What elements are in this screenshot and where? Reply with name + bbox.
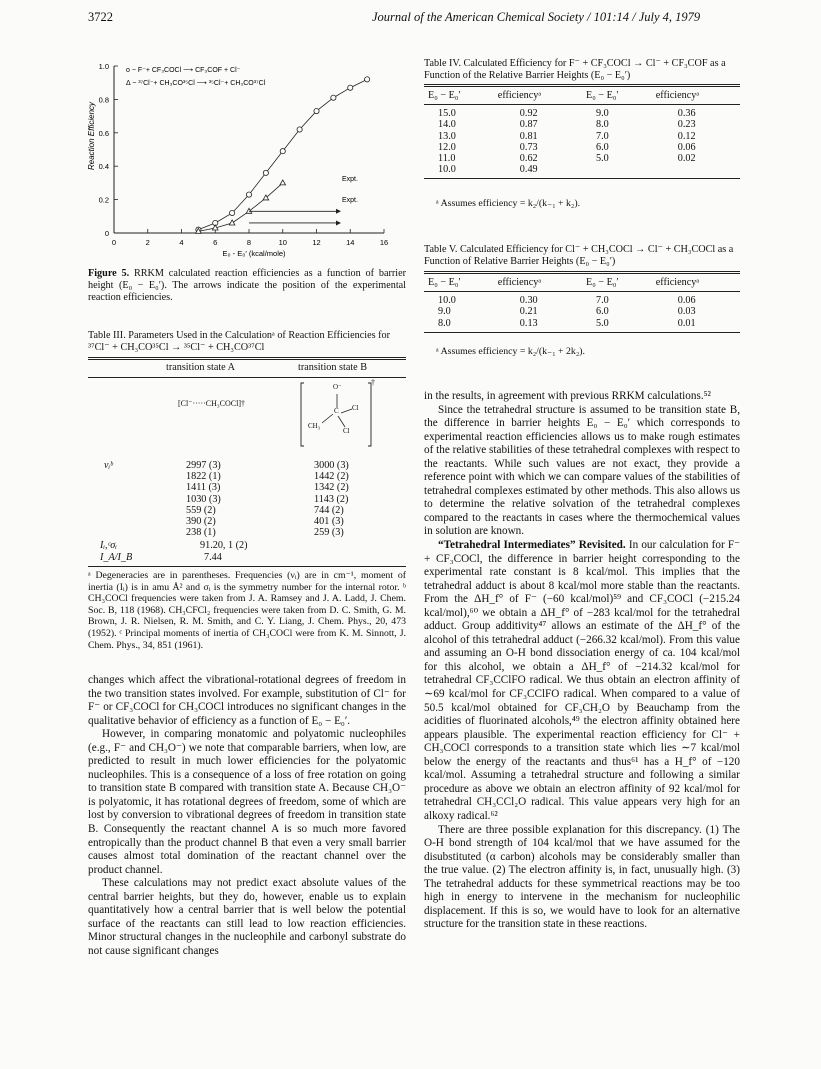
- x-tick-label: 0: [111, 238, 117, 247]
- left-column-text: [88, 674, 406, 958]
- ratio-label: I_A/I_B: [100, 552, 133, 563]
- struct-b-carbon: C: [334, 407, 339, 415]
- table-row: [424, 318, 740, 333]
- table-header-cell: efficiencyᵃ: [494, 273, 582, 292]
- table-3-top-rule: [88, 357, 406, 360]
- table-cell: 2997 (3): [186, 460, 221, 471]
- inertia-value: 91.20, 1 (2): [200, 540, 248, 551]
- table-cell: 744 (2): [314, 504, 344, 516]
- table-cell: 0.92: [519, 108, 538, 120]
- table-cell: 11.0: [438, 153, 456, 165]
- table-cell: 259 (3): [314, 527, 344, 539]
- chart-marks: [196, 77, 370, 234]
- table-cell: 0.81: [519, 130, 538, 142]
- table-4: [424, 84, 740, 179]
- data-point-circle: [280, 149, 285, 154]
- ratio-value: 7.44: [204, 552, 222, 563]
- y-tick-label: 0.8: [98, 95, 109, 105]
- x-tick-label: 14: [346, 238, 355, 247]
- table-cell: 0.36: [677, 108, 696, 120]
- table-row: [424, 105, 740, 120]
- table-header-cell: efficiencyᵃ: [494, 86, 582, 105]
- data-point-circle: [314, 108, 319, 113]
- data-point-circle: [230, 210, 235, 215]
- table-header-row: [424, 273, 740, 292]
- table-row: [424, 131, 740, 142]
- table-cell: 0.01: [652, 318, 740, 333]
- series-line-2: [198, 183, 282, 231]
- table-cell: 8.0: [424, 318, 494, 333]
- table-cell: 0.73: [519, 141, 538, 153]
- paragraph: There are three possible explanation for this discrepancy. (1) The O-H bond strength of 104 kcal/mol that we have assumed for the disubstituted (α carbon) alcohols may be considerably smaller than the true value. (2) The electron affinity is, in fact, unusually high. (3) The tetrahedral adducts for these symmetrical reactions may be too high in energy to intervene in the mechanism for nucleophilic displacement. If this is so, we would have to look for an alternative structure for the transition state in these reactions.: [424, 823, 740, 931]
- table-cell: 0.06: [677, 141, 696, 153]
- table-row: [424, 306, 740, 317]
- table-cell: 0.62: [519, 153, 538, 165]
- table-4-title: Table IV. Calculated Efficiency for F⁻ + CF₃COCl → Cl⁻ + CF₃COF as a Function of the Relative Barrier Heights (E₀ − E₀′): [424, 58, 726, 81]
- paragraph: in the results, in agreement with previous RRKM calculations.⁵²: [424, 390, 711, 402]
- table-cell: 10.0: [424, 164, 494, 179]
- table-cell: 559 (2): [186, 504, 216, 516]
- series-line-1: [198, 79, 367, 229]
- table-cell: [652, 164, 740, 179]
- table-3-col-b: transition state B: [298, 362, 368, 373]
- x-tick-label: 2: [145, 238, 150, 247]
- expt-label-2: Expt.: [342, 197, 358, 204]
- figure-caption-text: RRKM calculated reaction efficiencies as a function of barrier height (E₀ − E₀′). The arrows indicate the position of the experimental reaction efficiencies.: [88, 268, 406, 303]
- table-cell: 6.0: [595, 306, 609, 318]
- struct-b-cl-1: Cl: [352, 404, 359, 412]
- table-header-row: [424, 86, 740, 105]
- table-header-cell: efficiencyᵃ: [652, 86, 740, 105]
- table-header-cell: E₀ − E₀′: [424, 273, 494, 292]
- expt-label-1: Expt.: [342, 176, 358, 183]
- x-tick-label: 10: [278, 238, 287, 247]
- table-cell: 6.0: [595, 141, 609, 153]
- table-cell: 0.23: [677, 119, 696, 131]
- table-3-title: Table III. Parameters Used in the Calculationᵃ of Reaction Efficiencies for ³⁷Cl⁻ + CH₃CO³⁵Cl → ³⁵Cl⁻ + CH₃CO³⁷Cl: [88, 330, 391, 353]
- struct-b-bonds: [300, 382, 372, 448]
- y-tick-label: 0.2: [98, 195, 109, 205]
- struct-b: [300, 378, 375, 448]
- data-point-circle: [263, 170, 268, 175]
- expt-arrowhead-1: [336, 209, 341, 214]
- y-tick-label: 0.4: [98, 162, 109, 172]
- table-cell: 0.21: [519, 306, 538, 318]
- table-cell: 0.49: [494, 164, 582, 179]
- table-cell: 238 (1): [186, 527, 216, 539]
- table-row: [424, 292, 740, 307]
- data-point-circle: [365, 77, 370, 82]
- data-point-circle: [348, 85, 353, 90]
- table-3-col-a: transition state A: [166, 362, 236, 373]
- table-row: [424, 142, 740, 153]
- table-cell: 14.0: [438, 119, 456, 131]
- paragraph: changes which affect the vibrational-rotational degrees of freedom in the two transition states involved. For example, substitution of Cl⁻ for F⁻ or CF₃COCl for CH₃COCl introduces no significant changes in the qualitative behavior of efficiency as a function of E₀ − E₀′.: [88, 674, 406, 727]
- struct-b-methyl: CH₃: [308, 422, 321, 430]
- data-point-triangle: [229, 220, 235, 225]
- table-cell: 1342 (2): [314, 482, 349, 494]
- struct-b-cl-2: Cl: [343, 427, 350, 435]
- table-3-col-b-values: [314, 460, 349, 538]
- nu-label: νᵢᵇ: [104, 460, 113, 471]
- table-cell: 1442 (2): [314, 471, 349, 483]
- table-header-cell: E₀ − E₀′: [424, 86, 494, 105]
- table-cell: 0.06: [677, 295, 696, 307]
- table-cell: 7.0: [595, 295, 609, 307]
- legend-entry-1: o − F⁻+ CF₃COCl ⟶ CF₃COF + Cl⁻: [126, 67, 241, 74]
- paragraph: Since the tetrahedral structure is assumed to be transition state B, the difference in barrier heights E₀ − E₀′ which corresponds to experimental reaction efficiencies allows us to make rough estimates of the relative stabilities of these tetrahedral complexes with respect to the reactants. While such values are not exact, they provide a reference point with which we can compare values of the stabilities of tetrahedral complexes estimated by other methods. This also allows us to determine the relative solvation of the tetrahedral complexes compared to the reactants in cases where the thermochemical values in solution are known.: [424, 403, 740, 538]
- right-column-text: [424, 390, 740, 932]
- data-point-circle: [331, 95, 336, 100]
- page-number: 3722: [88, 10, 113, 24]
- table-cell: 390 (2): [186, 516, 216, 528]
- paragraph: These calculations may not predict exact absolute values of the central barrier heights, but they do, however, enable us to explain quantitatively how a central barrier that is well below the potential surface of the reactants can still lead to low reaction efficiencies. Minor structural changes in the nucleophile and carbonyl substrate do not cause significant changes: [88, 877, 406, 957]
- x-tick-label: 6: [213, 238, 218, 247]
- table-3-col-a-values: [186, 460, 221, 538]
- paragraph: However, in comparing monatomic and polyatomic nucleophiles (e.g., F⁻ and CH₃O⁻) we note that comparable barriers, when low, are predicted to result in much lower efficiencies for the polyatomic nucleophiles. This is a consequence of a loss of free rotation on going to transition state B compared with transition state A. Because CH₃O⁻ is polyatomic, it has rotational degrees of freedom, some of which are lost by conversion to vibrational degrees of freedom in transition state B. Consequently the reactant channel A is so much more favored entropically than the product channel B that even a very small barrier causes almost total domination of the reactant channel over the product channel.: [88, 728, 406, 876]
- data-point-triangle: [280, 180, 286, 185]
- table-5-title: Table V. Calculated Efficiency for Cl⁻ + CH₃COCl → Cl⁻ + CH₃COCl as a Function of Relative Barrier Heights (E₀ − E₀′): [424, 244, 734, 267]
- table-cell: 12.0: [438, 141, 456, 153]
- table-cell: 0.13: [494, 318, 582, 333]
- x-tick-label: 8: [246, 238, 252, 247]
- table-cell: 9.0: [595, 108, 609, 120]
- table-cell: 5.0: [595, 153, 609, 165]
- table-cell: 0.02: [677, 153, 696, 165]
- table-cell: 1143 (2): [314, 493, 349, 505]
- table-cell: 0.87: [519, 119, 538, 131]
- table-4-footnote: ᵃ Assumes efficiency = k₂/(k₋₁ + k₂).: [436, 198, 581, 209]
- table-5: [424, 271, 740, 333]
- table-3-bottom-rule: [88, 566, 406, 567]
- table-row: [424, 119, 740, 130]
- table-5-footnote: ᵃ Assumes efficiency = k₂/(k₋₁ + 2k₂).: [436, 346, 585, 357]
- table-cell: 8.0: [595, 119, 609, 131]
- paragraph-text: In our calculation for F⁻ + CF₃COCl, the difference in barrier height corresponding to the experimental rate constant is 8 kcal/mol. This implies that the tetrahedral adduct is about 8 kcal/mol more stable than the reactants. From the ΔH_f° of F⁻ (−60 kcal/mol)⁵⁹ and CF₃COCl (−215.24 kcal/mol),⁶⁰ we obtain a ΔH_f° of −283 kcal/mol for the tetrahedral adduct. Group additivity⁴⁷ allows an estimate of the ΔH_f° of the alcohol of this tetrahedral adduct (−266.32 kcal/mol). From this value and assuming an O-H bond dissociation energy of ca. 104 kcal/mol for this alcohol, we obtain a ΔH_f° of −214.32 kcal/mol for tetrahedral CF₃CClFO radical. We thus obtain an electron affinity of ∼69 kcal/mol for CF₃CClFO radical. When compared to a value of 50.5 kcal/mol obtained for CF₃CH₂O by Beauchamp from the acidities of fluorinated alcohols,⁴⁹ the electron affinity obtained here appears plausible. The experimental reaction efficiency for Cl⁻ + CH₃COCl corresponds to a transition state which lies ∼7 kcal/mol below the energy of the reactants and thus⁶¹ has a H_f° of −120 kcal/mol. Assuming a tetrahedral structure and following a similar procedure as above we obtain an electron affinity of 92 kcal/mol for tetrahedral CH₃CCl₂O radical. This value appears very high for an alkoxy radical.⁶²: [424, 539, 740, 822]
- table-cell: 3000 (3): [314, 460, 349, 471]
- struct-b-dagger: †: [371, 378, 375, 387]
- struct-b-oxygen: O⁻: [333, 383, 342, 391]
- y-tick-label: 0: [104, 229, 109, 238]
- journal-header: Journal of the American Chemical Society / 101:14 / July 4, 1979: [372, 10, 701, 24]
- table-header-cell: efficiencyᵃ: [652, 273, 740, 292]
- table-cell: 7.0: [595, 130, 609, 142]
- y-tick-label: 1.0: [98, 62, 109, 71]
- x-tick-label: 16: [379, 238, 389, 247]
- table-cell: 401 (3): [314, 516, 344, 528]
- section-heading: “Tetrahedral Intermediates” Revisited.: [438, 539, 626, 552]
- table-header-cell: E₀ − E₀′: [582, 273, 652, 292]
- table-row: [424, 153, 740, 164]
- data-point-circle: [297, 127, 302, 132]
- inertia-label: Iᵢ,ᶜσᵢ: [100, 540, 117, 551]
- table-cell: 0.30: [519, 295, 538, 307]
- y-tick-label: 0.6: [98, 128, 109, 138]
- table-row: [424, 164, 740, 179]
- figure-5-chart: [84, 58, 404, 260]
- expt-arrowhead-2: [336, 220, 341, 225]
- legend-entry-2: Δ − ³⁷Cl⁻+ CH₃CO³⁵Cl ⟶ ³⁵Cl⁻+ CH₃CO³⁷Cl: [126, 80, 266, 87]
- table-3-header-rule: [88, 377, 406, 378]
- table-cell: 1411 (3): [186, 482, 221, 494]
- table-header-cell: E₀ − E₀′: [582, 86, 652, 105]
- table-cell: 1030 (3): [186, 493, 221, 505]
- struct-a: [Cl⁻·····CH₃COCl]†: [178, 399, 246, 408]
- table-cell: 13.0: [438, 130, 456, 142]
- table-cell: [582, 164, 652, 179]
- table-cell: 0.12: [677, 130, 696, 142]
- x-tick-label: 4: [179, 238, 184, 247]
- table-cell: 15.0: [438, 108, 456, 120]
- chart-axes: [99, 62, 389, 247]
- y-axis-label: Reaction Efficiency: [87, 101, 96, 171]
- table-cell: 5.0: [582, 318, 652, 333]
- data-point-circle: [246, 192, 251, 197]
- x-tick-label: 12: [312, 238, 321, 247]
- table-3-footnote: ᵃ Degeneracies are in parentheses. Frequencies (νᵢ) are in cm⁻¹, moment of inertia (Iᵢ) is in amu Å² and σᵢ is the symmetry number for the internal rotor. ᵇ CH₃COCl frequencies were taken from J. A. Ramsey and J. A. Ladd, J. Chem. Soc. B, 118 (1968). CH₃CFCl₂ frequencies were taken from D. C. Smith, G. M. Brown, J. R. Nielsen, R. M. Smith, and C. Y. Liang, J. Chem. Phys., 20, 473 (1952). ᶜ Principal moments of inertia of CH₃COCl were from K. M. Sinnott, J. Chem. Phys., 34, 851 (1961).: [88, 570, 406, 651]
- figure-5-caption: [88, 268, 406, 303]
- figure-caption-label: Figure 5.: [88, 268, 130, 279]
- x-axis-label: E₀ - E₀′ (kcal/mole): [222, 249, 286, 258]
- table-cell: 9.0: [438, 306, 451, 318]
- data-point-triangle: [246, 208, 252, 213]
- table-cell: 0.03: [677, 306, 696, 318]
- table-cell: 1822 (1): [186, 471, 221, 483]
- paragraph: [424, 539, 740, 823]
- table-cell: 10.0: [438, 295, 456, 307]
